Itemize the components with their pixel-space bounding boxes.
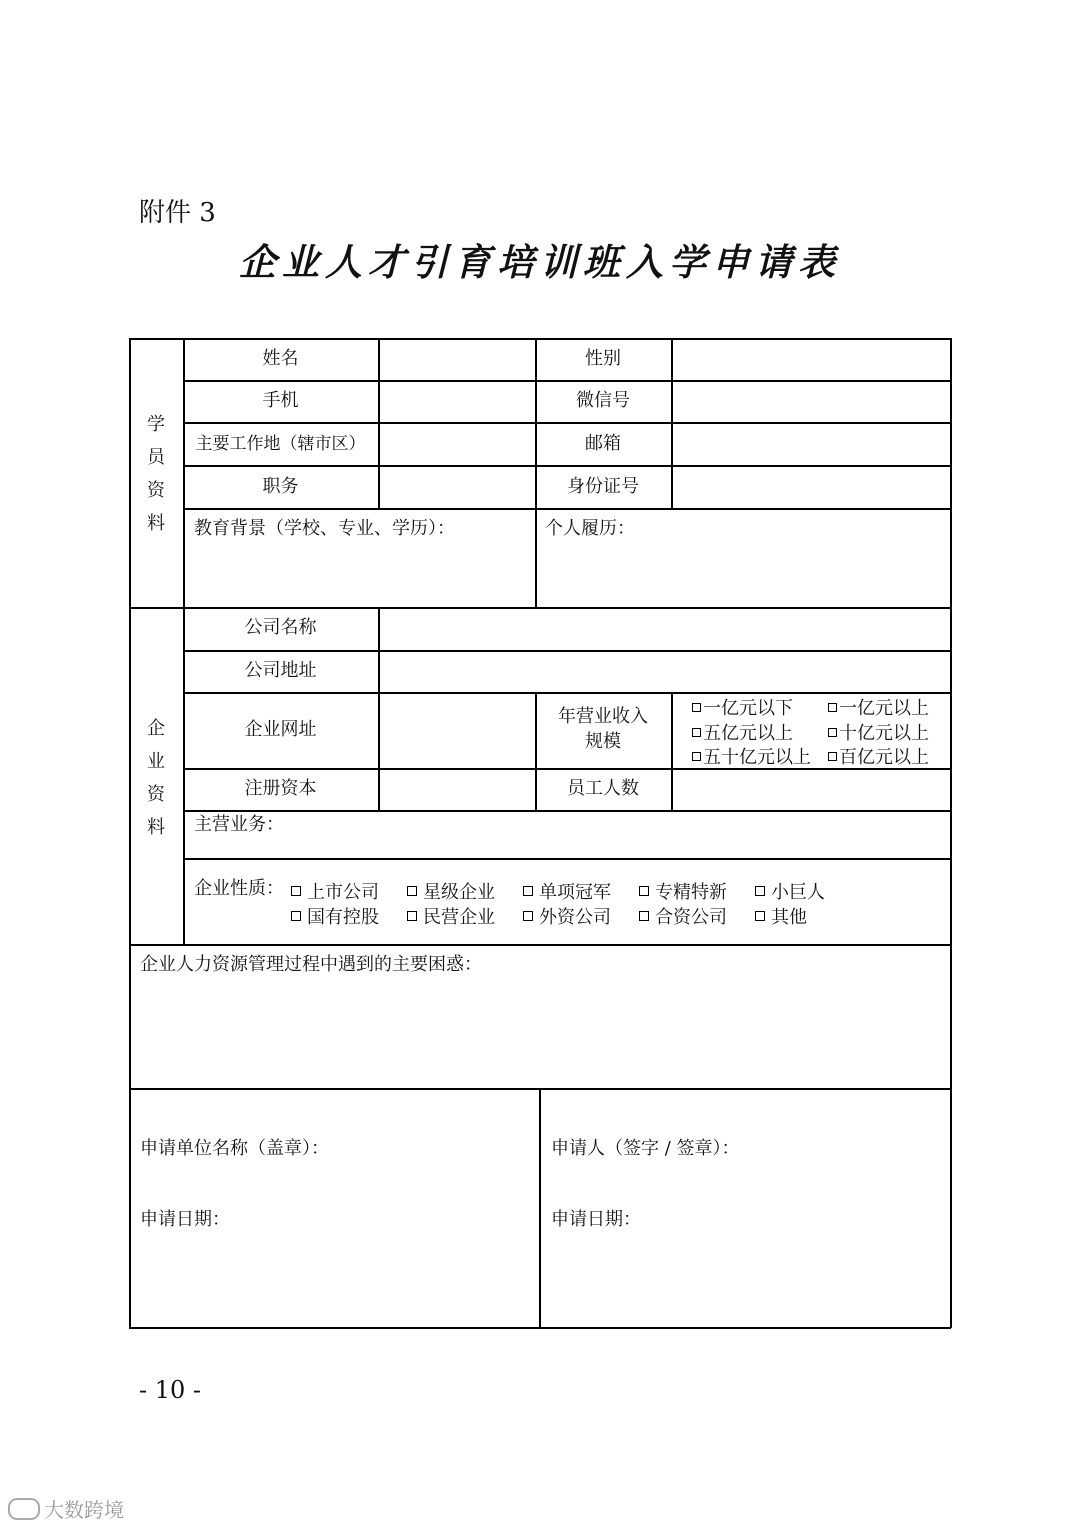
checkbox[interactable] <box>523 886 533 896</box>
revenue-option-over-1b[interactable]: 十亿元以上 <box>828 719 929 745</box>
wechat-label: 微信号 <box>576 390 630 411</box>
nature-option-little-giant[interactable]: 小巨人 <box>755 878 825 904</box>
checkbox[interactable] <box>828 703 837 712</box>
table-divider <box>129 944 951 946</box>
resume-label: 个人履历： <box>545 518 635 539</box>
position-label: 职务 <box>262 476 299 497</box>
wechat-field[interactable] <box>673 382 949 421</box>
checkbox[interactable] <box>828 752 837 761</box>
checkbox[interactable] <box>291 911 301 921</box>
nature-option-private[interactable]: 民营企业 <box>407 903 495 929</box>
unit-seal-label: 申请单位名称（盖章）： <box>140 1138 329 1159</box>
watermark: 大数跨境 <box>8 1494 124 1523</box>
phone-label: 手机 <box>262 390 299 411</box>
unit-date-label: 申请日期： <box>140 1209 230 1230</box>
gender-field[interactable] <box>673 340 949 379</box>
revenue-option-under-100m[interactable]: 一亿元以下 <box>692 694 793 720</box>
revenue-label-line1: 年营业收入 <box>558 706 648 727</box>
attachment-label: 附件 3 <box>139 198 216 228</box>
table-divider <box>539 1088 541 1328</box>
checkbox[interactable] <box>291 886 301 896</box>
email-label: 邮箱 <box>585 433 621 454</box>
phone-field[interactable] <box>380 382 534 421</box>
checkbox[interactable] <box>639 886 649 896</box>
revenue-option-over-5b[interactable]: 五十亿元以上 <box>692 743 811 769</box>
nature-option-joint[interactable]: 合资公司 <box>639 903 727 929</box>
table-border <box>129 338 131 1328</box>
website-label: 企业网址 <box>244 719 317 740</box>
table-divider <box>183 858 951 860</box>
revenue-label-line2: 规模 <box>585 731 621 752</box>
checkbox[interactable] <box>692 728 701 737</box>
table-divider <box>535 338 537 607</box>
name-label: 姓名 <box>262 348 299 369</box>
checkbox[interactable] <box>692 703 701 712</box>
checkbox[interactable] <box>828 728 837 737</box>
nature-option-other[interactable]: 其他 <box>755 903 807 929</box>
checkbox[interactable] <box>639 911 649 921</box>
company-name-field[interactable] <box>380 609 949 649</box>
position-field[interactable] <box>380 467 534 507</box>
business-label: 主营业务： <box>194 814 284 835</box>
application-form <box>129 338 951 1328</box>
checkbox[interactable] <box>755 886 765 896</box>
company-address-field[interactable] <box>380 652 949 691</box>
revenue-option-over-500m[interactable]: 五亿元以上 <box>692 719 793 745</box>
checkbox[interactable] <box>407 911 417 921</box>
revenue-option-over-100m[interactable]: 一亿元以上 <box>828 694 929 720</box>
watermark-logo-icon <box>8 1498 40 1520</box>
nature-option-listed[interactable]: 上市公司 <box>291 878 379 904</box>
capital-field[interactable] <box>380 770 534 809</box>
employees-field[interactable] <box>673 770 949 809</box>
form-title: 企业人才引育培训班入学申请表 <box>239 240 841 284</box>
company-name-label: 公司名称 <box>244 617 317 638</box>
nature-option-specialized[interactable]: 专精特新 <box>639 878 727 904</box>
nature-label: 企业性质： <box>194 878 284 899</box>
table-divider <box>183 338 185 944</box>
nature-option-foreign[interactable]: 外资公司 <box>523 903 611 929</box>
id-number-field[interactable] <box>673 467 949 507</box>
name-field[interactable] <box>380 340 534 379</box>
applicant-signature-label: 申请人（签字 / 签章）： <box>551 1138 740 1159</box>
website-field[interactable] <box>380 694 534 767</box>
company-section-label: 企 业 资 料 <box>147 718 165 838</box>
capital-label: 注册资本 <box>244 778 317 799</box>
workplace-label: 主要工作地（辖市区） <box>195 434 366 454</box>
hr-issues-label: 企业人力资源管理过程中遇到的主要困惑： <box>140 954 482 975</box>
student-section-label: 学 员 资 料 <box>147 414 165 534</box>
id-number-label: 身份证号 <box>567 476 639 497</box>
applicant-date-label: 申请日期： <box>551 1209 641 1230</box>
checkbox[interactable] <box>523 911 533 921</box>
email-field[interactable] <box>673 424 949 464</box>
checkbox[interactable] <box>755 911 765 921</box>
workplace-field[interactable] <box>380 424 534 464</box>
page-number: - 10 - <box>139 1376 202 1404</box>
nature-option-state[interactable]: 国有控股 <box>291 903 379 929</box>
education-label: 教育背景（学校、专业、学历）： <box>194 518 455 539</box>
nature-option-star[interactable]: 星级企业 <box>407 878 495 904</box>
employees-label: 员工人数 <box>567 778 639 799</box>
table-border <box>950 338 952 1328</box>
gender-label: 性别 <box>585 348 621 369</box>
revenue-option-over-10b[interactable]: 百亿元以上 <box>828 743 929 769</box>
table-divider <box>183 508 951 510</box>
checkbox[interactable] <box>407 886 417 896</box>
checkbox[interactable] <box>692 752 701 761</box>
table-divider <box>183 810 951 812</box>
nature-option-champion[interactable]: 单项冠军 <box>523 878 611 904</box>
company-address-label: 公司地址 <box>244 660 317 681</box>
